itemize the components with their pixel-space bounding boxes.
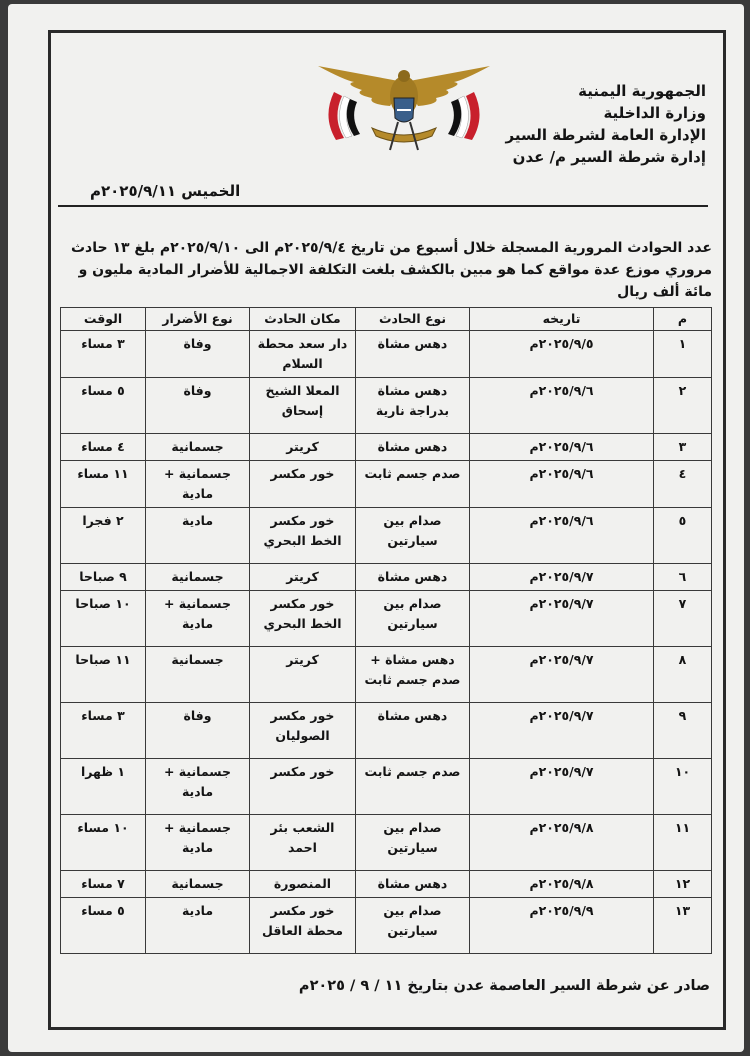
row-accident-type: دهس مشاة (356, 871, 470, 898)
row-time: ١١ صباحا (61, 647, 146, 703)
row-damage-type: جسمانية (146, 564, 250, 591)
incidents-table (60, 307, 712, 954)
row-accident-type: دهس مشاة (356, 564, 470, 591)
table-row (61, 378, 712, 434)
row-date: ٢٠٢٥/٩/٧م (470, 647, 654, 703)
row-location: خور مكسر الصوليان (250, 703, 356, 759)
header-damage-type: نوع الأضرار (146, 308, 250, 331)
table-row (61, 703, 712, 759)
row-location: خور مكسر الخط البحري (250, 591, 356, 647)
row-accident-type: دهس مشاة + صدم جسم ثابت (356, 647, 470, 703)
row-location: كريتر (250, 434, 356, 461)
header-department: الإدارة العامة لشرطة السير (505, 126, 706, 144)
row-date: ٢٠٢٥/٩/٨م (470, 815, 654, 871)
row-time: ١ ظهرا (61, 759, 146, 815)
row-date: ٢٠٢٥/٩/٧م (470, 564, 654, 591)
row-accident-type: صدم جسم ثابت (356, 759, 470, 815)
table-row (61, 591, 712, 647)
row-date: ٢٠٢٥/٩/٧م (470, 591, 654, 647)
row-time: ٤ مساء (61, 434, 146, 461)
row-number: ٤ (654, 461, 712, 508)
issuer-header (466, 80, 706, 168)
row-damage-type: جسمانية (146, 871, 250, 898)
table-row (61, 759, 712, 815)
row-number: ٨ (654, 647, 712, 703)
table-row (61, 647, 712, 703)
row-location: خور مكسر الخط البحري (250, 508, 356, 564)
row-accident-type: دهس مشاة (356, 331, 470, 378)
row-time: ١٠ مساء (61, 815, 146, 871)
row-damage-type: جسمانية (146, 647, 250, 703)
row-accident-type: دهس مشاة (356, 434, 470, 461)
row-time: ١١ مساء (61, 461, 146, 508)
row-number: ١ (654, 331, 712, 378)
row-number: ٥ (654, 508, 712, 564)
row-accident-type: دهس مشاة بدراجة نارية (356, 378, 470, 434)
row-damage-type: جسمانية + مادية (146, 591, 250, 647)
row-location: خور مكسر (250, 461, 356, 508)
row-location: خور مكسر محطة العاقل (250, 898, 356, 954)
row-location: دار سعد محطة السلام (250, 331, 356, 378)
table-row (61, 331, 712, 378)
header-number: م (654, 308, 712, 331)
row-date: ٢٠٢٥/٩/٩م (470, 898, 654, 954)
row-damage-type: مادية (146, 508, 250, 564)
table-row (61, 461, 712, 508)
table-row (61, 815, 712, 871)
row-damage-type: جسمانية (146, 434, 250, 461)
row-date: ٢٠٢٥/٩/٦م (470, 461, 654, 508)
document-date: الخميس ٢٠٢٥/٩/١١م (90, 182, 241, 200)
row-accident-type: دهس مشاة (356, 703, 470, 759)
row-date: ٢٠٢٥/٩/٧م (470, 759, 654, 815)
row-location: خور مكسر (250, 759, 356, 815)
row-time: ٣ مساء (61, 703, 146, 759)
row-number: ٧ (654, 591, 712, 647)
row-accident-type: صدام بين سيارتين (356, 815, 470, 871)
table-row (61, 898, 712, 954)
row-number: ٩ (654, 703, 712, 759)
table-header-row (61, 308, 712, 331)
row-time: ٢ فجرا (61, 508, 146, 564)
row-time: ١٠ صباحا (61, 591, 146, 647)
row-number: ١٣ (654, 898, 712, 954)
row-date: ٢٠٢٥/٩/٥م (470, 331, 654, 378)
table-row (61, 508, 712, 564)
row-accident-type: صدام بين سيارتين (356, 508, 470, 564)
row-number: ٣ (654, 434, 712, 461)
header-ministry: وزارة الداخلية (603, 104, 706, 122)
row-time: ٥ مساء (61, 378, 146, 434)
header-date: تاريخه (470, 308, 654, 331)
table-row (61, 871, 712, 898)
row-number: ٦ (654, 564, 712, 591)
table-row (61, 564, 712, 591)
header-time: الوقت (61, 308, 146, 331)
row-time: ٣ مساء (61, 331, 146, 378)
header-accident-type: نوع الحادث (356, 308, 470, 331)
row-accident-type: صدم جسم ثابت (356, 461, 470, 508)
row-time: ٥ مساء (61, 898, 146, 954)
row-number: ١٠ (654, 759, 712, 815)
issuance-footer: صادر عن شرطة السير العاصمة عدن بتاريخ ١١ / ٩ / ٢٠٢٥م (298, 978, 710, 994)
row-damage-type: جسمانية + مادية (146, 461, 250, 508)
header-branch: إدارة شرطة السير م/ عدن (512, 148, 706, 166)
row-number: ١١ (654, 815, 712, 871)
row-location: المنصورة (250, 871, 356, 898)
table-row (61, 434, 712, 461)
row-damage-type: مادية (146, 898, 250, 954)
row-number: ١٢ (654, 871, 712, 898)
row-date: ٢٠٢٥/٩/٧م (470, 703, 654, 759)
row-date: ٢٠٢٥/٩/٨م (470, 871, 654, 898)
row-time: ٩ صباحا (61, 564, 146, 591)
intro-paragraph: عدد الحوادث المرورية المسجلة خلال أسبوع من تاريخ ٢٠٢٥/٩/٤م الى ٢٠٢٥/٩/١٠م بلغ ١٣ حادث مروري موزع عدة مواقع كما هو مبين بالكشف بلغت التكلفة الاجمالية للأضرار المادية مليون و مائة ألف ريال (70, 240, 712, 300)
row-date: ٢٠٢٥/٩/٦م (470, 508, 654, 564)
header-divider (58, 205, 708, 207)
row-location: المعلا الشيخ إسحاق (250, 378, 356, 434)
row-damage-type: وفاة (146, 378, 250, 434)
row-accident-type: صدام بين سيارتين (356, 591, 470, 647)
row-date: ٢٠٢٥/٩/٦م (470, 378, 654, 434)
row-location: كريتر (250, 647, 356, 703)
row-damage-type: جسمانية + مادية (146, 759, 250, 815)
header-country: الجمهورية اليمنية (578, 82, 706, 100)
row-location: الشعب بئر احمد (250, 815, 356, 871)
row-location: كريتر (250, 564, 356, 591)
row-damage-type: وفاة (146, 331, 250, 378)
row-accident-type: صدام بين سيارتين (356, 898, 470, 954)
row-damage-type: وفاة (146, 703, 250, 759)
row-time: ٧ مساء (61, 871, 146, 898)
row-date: ٢٠٢٥/٩/٦م (470, 434, 654, 461)
row-damage-type: جسمانية + مادية (146, 815, 250, 871)
header-location: مكان الحادث (250, 308, 356, 331)
row-number: ٢ (654, 378, 712, 434)
